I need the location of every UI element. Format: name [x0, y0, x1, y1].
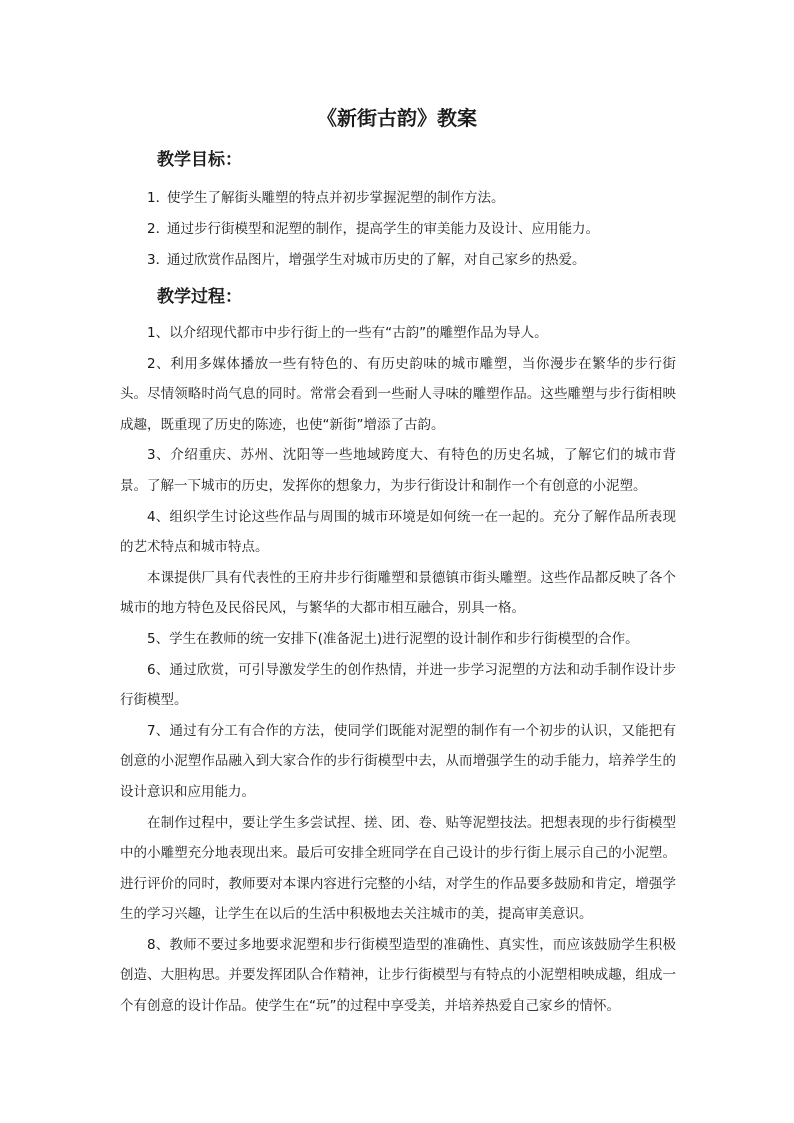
goal-text: 通过步行街模型和泥塑的制作，提高学生的审美能力及设计、应用能力。 [167, 221, 599, 237]
process-paragraph: 3、介绍重庆、苏州、沈阳等一些地域跨度大、有特色的历史名城，了解它们的城市背景。了解一下城市的历史，发挥你的想象力，为步行街设计和制作一个有创意的小泥塑。 [120, 447, 676, 494]
process-paragraph: 5、学生在教师的统一安排下(准备泥土)进行泥塑的设计制作和步行街模型的合作。 [147, 630, 639, 647]
goal-number: 1． [147, 190, 170, 206]
goal-number: 2． [147, 221, 170, 237]
goal-text: 通过欣赏作品图片，增强学生对城市历史的了解，对自己家乡的热爱。 [167, 252, 586, 268]
process-paragraph: 本课提供厂具有代表性的王府井步行街雕塑和景德镇市街头雕塑。这些作品都反映了各个城市的地方特色及民俗民风，与繁华的大都市相互融合，别具一格。 [120, 569, 676, 617]
goal-item [147, 183, 677, 214]
process-body [120, 318, 676, 1022]
process-heading: 教学过程： [157, 287, 242, 307]
process-paragraph: 8、教师不要过多地要求泥塑和步行街模型造型的准确性、真实性，而应该鼓励学生积极创造、大胆构思。并要发挥团队合作精神，让步行街模型与有特点的小泥塑相映成趣，组成一个有创意的设计作品。使学生在“玩”的过程中享受美，并培养热爱自己家乡的情怀。 [120, 936, 676, 1015]
process-paragraph: 7、通过有分工有合作的方法，使同学们既能对泥塑的制作有一个初步的认识，又能把有创意的小泥塑作品融入到大家合作的步行街模型中去，从而增强学生的动手能力，培养学生的设计意识和应用能力。 [120, 722, 676, 800]
process-paragraph: 4、组织学生讨论这些作品与周围的城市环境是如何统一在一起的。充分了解作品所表现的艺术特点和城市特点。 [120, 508, 676, 556]
goal-item [147, 214, 677, 245]
process-paragraph: 6、通过欣赏，可引导激发学生的创作热情，并进一步学习泥塑的方法和动手制作设计步行街模型。 [120, 661, 676, 709]
goals-heading: 教学目标： [157, 150, 242, 170]
goal-item [147, 245, 677, 276]
process-paragraph: 1、以介绍现代都市中步行街上的一些有“古韵”的雕塑作品为导人。 [147, 325, 548, 341]
document-title: 《新街古韵》教案 [317, 106, 477, 130]
goal-number: 3． [147, 252, 170, 268]
goal-text: 使学生了解街头雕塑的特点并初步掌握泥塑的制作方法。 [167, 190, 505, 206]
goals-list [147, 183, 677, 276]
process-paragraph: 在制作过程中，要让学生多尝试捏、搓、团、卷、贴等泥塑技法。把想表现的步行街模型中的小雕塑充分地表现出来。最后可安排全班同学在自己设计的步行街上展示自己的小泥塑。进行评价的同时，教师要对本课内容进行完整的小结，对学生的作品要多鼓励和肯定，增强学生的学习兴趣，让学生在以后的生活中积极地去关注城市的美，提高审美意识。 [120, 814, 676, 923]
process-paragraph: 2、利用多媒体播放一些有特色的、有历史韵味的城市雕塑，当你漫步在繁华的步行街头。尽情领略时尚气息的同时。常常会看到一些耐人寻味的雕塑作品。这些雕塑与步行街相映成趣，既重现了历史的陈迹，也使“新街”增添了古韵。 [120, 355, 676, 433]
